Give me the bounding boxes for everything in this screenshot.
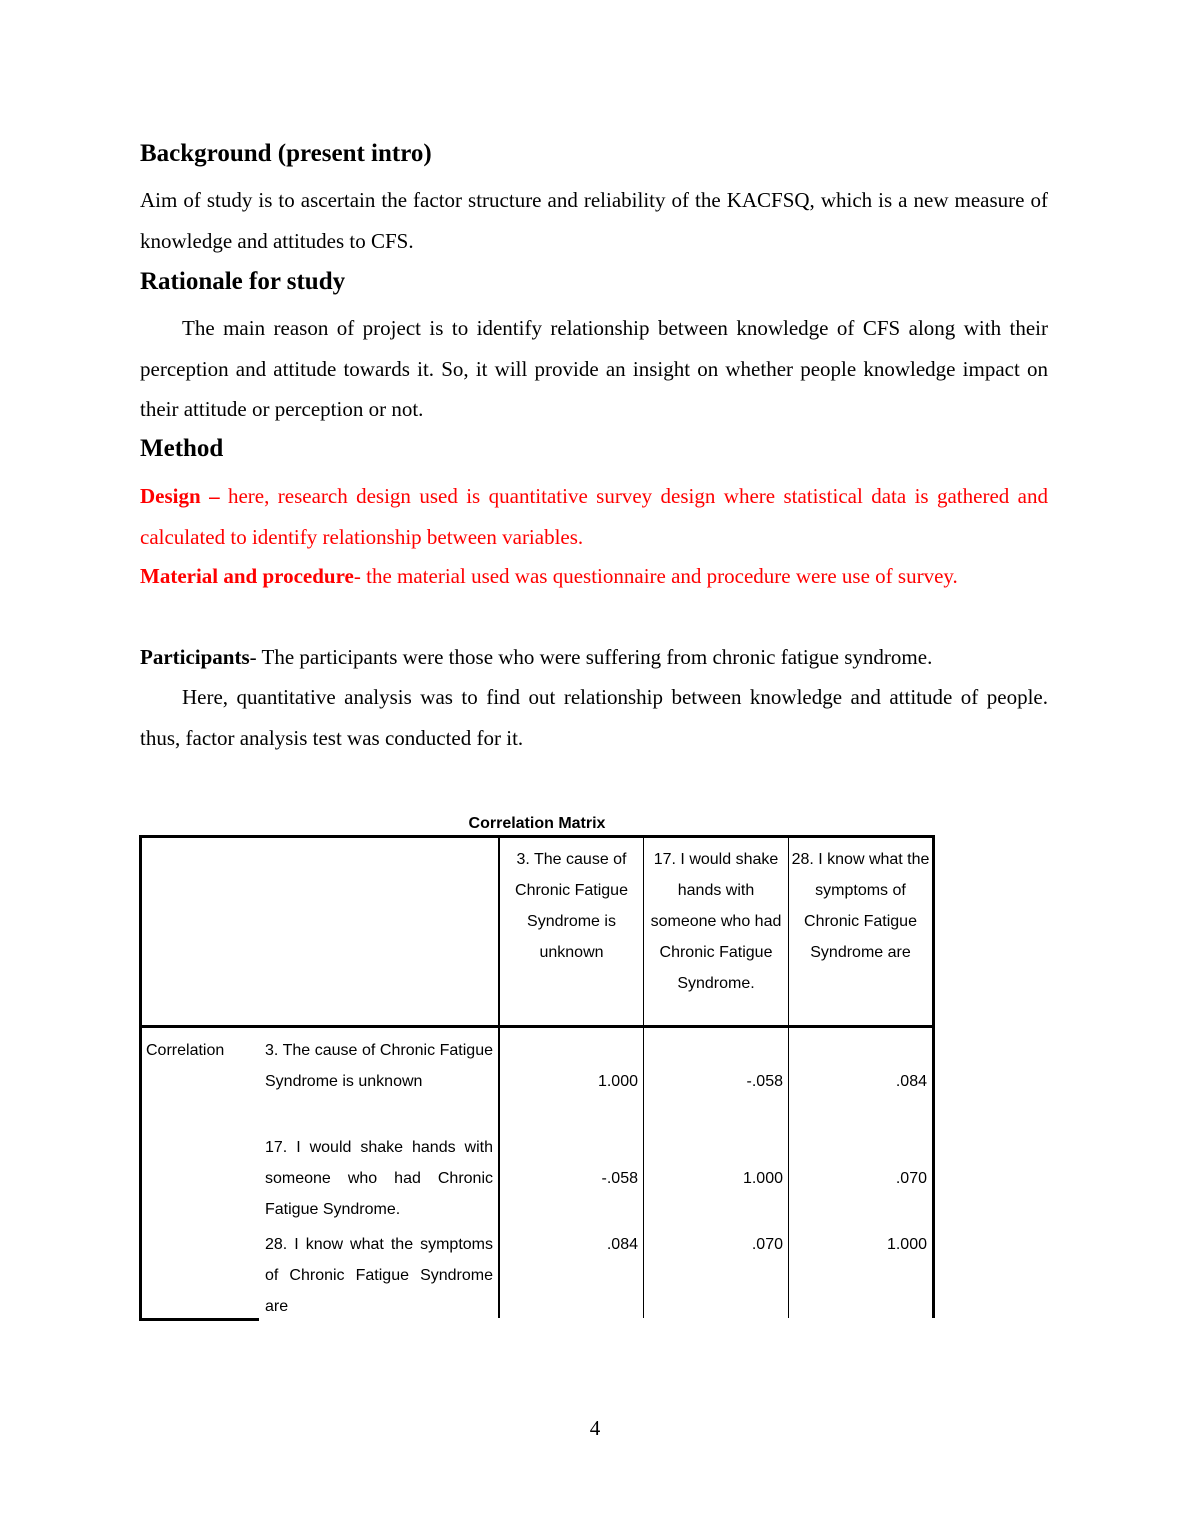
- design-text: here, research design used is quantitative survey design where statistical data is gathered and calculated to identify relationship between variables.: [140, 484, 1048, 549]
- row-1-value-2: -.058: [746, 1073, 783, 1090]
- column-header-3: 28. I know what the symptoms of Chronic Fatigue Syndrome are: [791, 851, 930, 961]
- header-bottom-border: [139, 1025, 935, 1028]
- table-left-border: [139, 835, 142, 1321]
- stub-divider-line: [498, 835, 500, 1318]
- material-text: - the material used was questionnaire and procedure were use of survey.: [353, 564, 958, 588]
- table-top-border: [139, 835, 935, 838]
- table-title: Correlation Matrix: [468, 815, 606, 832]
- design-paragraph: [140, 476, 1048, 557]
- material-paragraph: [140, 556, 1048, 597]
- page-number: 4: [589, 1416, 601, 1440]
- row-3-value-3: 1.000: [886, 1236, 927, 1253]
- analysis-paragraph: Here, quantitative analysis was to find out relationship between knowledge and attitude of people. thus, factor analysis test was conducted for it.: [140, 685, 1048, 750]
- row-3-value-1: .084: [606, 1236, 638, 1253]
- heading-background: Background (present intro): [140, 140, 432, 167]
- rationale-paragraph: The main reason of project is to identify relationship between knowledge of CFS along with their perception and attitude towards it. So, it will provide an insight on whether people knowledge impact on their attitude or perception or not.: [140, 316, 1048, 421]
- row-label-3: 28. I know what the symptoms of Chronic Fatigue Syndrome are: [265, 1236, 493, 1315]
- heading-rationale: Rationale for study: [140, 268, 346, 295]
- row-label-2: 17. I would shake hands with someone who had Chronic Fatigue Syndrome.: [265, 1139, 493, 1218]
- row-3-value-2: .070: [751, 1236, 783, 1253]
- row-group-label: Correlation: [146, 1042, 225, 1059]
- participants-text: - The participants were those who were suffering from chronic fatigue syndrome.: [249, 645, 933, 669]
- participants-label: Participants: [140, 645, 250, 669]
- row-label-1: 3. The cause of Chronic Fatigue Syndrome is unknown: [265, 1042, 493, 1090]
- row-2-value-1: -.058: [601, 1170, 638, 1187]
- row-1-value-3: .084: [895, 1073, 927, 1090]
- table-right-border: [932, 835, 935, 1318]
- material-label: Material and procedure: [140, 564, 354, 588]
- column-divider-1: [643, 835, 644, 1318]
- row-2-value-2: 1.000: [742, 1170, 783, 1187]
- heading-method: Method: [140, 435, 224, 462]
- row-1-value-1: 1.000: [597, 1073, 638, 1090]
- participants-paragraph: [140, 637, 1048, 678]
- column-divider-2: [788, 835, 789, 1318]
- row-2-value-3: .070: [895, 1170, 927, 1187]
- column-header-1: 3. The cause of Chronic Fatigue Syndrome is unknown: [515, 851, 628, 961]
- group-bottom-border: [139, 1318, 259, 1321]
- background-paragraph: Aim of study is to ascertain the factor structure and reliability of the KACFSQ, which is a new measure of knowledge and attitudes to CFS.: [140, 188, 1048, 253]
- design-label: Design –: [140, 484, 220, 508]
- column-header-2: 17. I would shake hands with someone who had Chronic Fatigue Syndrome.: [650, 851, 782, 992]
